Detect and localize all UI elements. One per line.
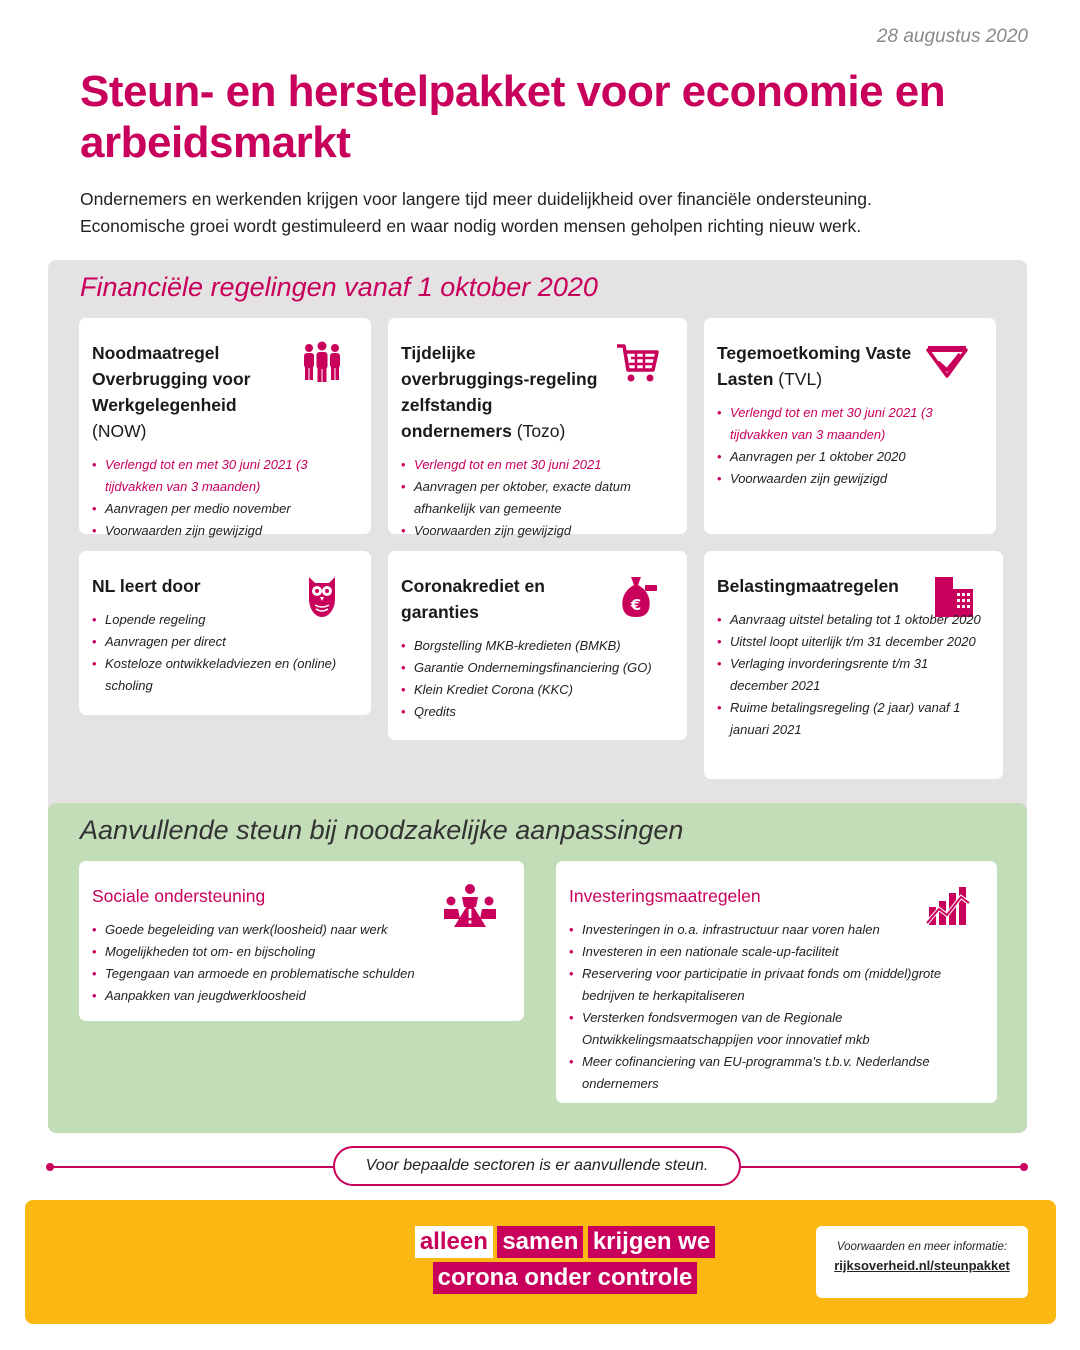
card-list <box>92 454 357 542</box>
info-label: Voorwaarden en meer informatie: <box>836 1241 1008 1253</box>
svg-text:€: € <box>630 596 642 614</box>
list-item: • Goede begeleiding van werk(loosheid) naar werk <box>92 919 510 941</box>
list-item: • Uitstel loopt uiterlijk t/m 31 december 2020 <box>717 631 989 653</box>
card-nl-leert-door <box>79 551 371 715</box>
card-list <box>92 609 357 697</box>
card-investeringsmaatregelen <box>556 861 997 1103</box>
list-item: • Investeren in een nationale scale-up-faciliteit <box>569 941 983 963</box>
people-group-icon <box>299 340 345 386</box>
slogan-row-2 <box>395 1262 735 1294</box>
intro-line-1: Ondernemers en werkenden krijgen voor langere tijd meer duidelijkheid over financiële ondersteuning. <box>80 189 872 209</box>
list-item: • Klein Krediet Corona (KKC) <box>401 679 673 701</box>
info-link[interactable]: rijksoverheid.nl/steunpakket <box>834 1258 1010 1273</box>
divider-dot-left <box>46 1163 54 1171</box>
card-title-text: Tegemoetkoming Vaste Lasten <box>717 343 912 389</box>
card-list <box>569 919 983 1095</box>
list-item: • Ruime betalingsregeling (2 jaar) vanaf 1 januari 2021 <box>717 697 989 741</box>
list-item: • Tegengaan van armoede en problematische schulden <box>92 963 510 985</box>
card-title: Investeringsmaatregelen <box>569 886 761 906</box>
slogan-word-samen: samen <box>497 1226 583 1258</box>
card-title: Belastingmaatregelen <box>717 576 899 596</box>
financial-heading: Financiële regelingen vanaf 1 oktober 2020 <box>80 272 598 302</box>
card-abbr: (TVL) <box>773 369 823 389</box>
additional-panel <box>48 803 1027 1133</box>
sector-note: Voor bepaalde sectoren is er aanvullende steun. <box>333 1146 741 1186</box>
slogan-word-krijgen: krijgen we <box>588 1226 715 1258</box>
card-title: Sociale ondersteuning <box>92 886 266 906</box>
card-now <box>79 318 371 538</box>
list-item: • Voorwaarden zijn gewijzigd <box>717 468 982 490</box>
card-tvl <box>704 318 996 534</box>
money-bag-euro-icon <box>615 573 661 619</box>
list-item: • Qredits <box>401 701 673 723</box>
card-title-text: Tijdelijke overbruggings-regeling zelfstandig ondernemers <box>401 343 598 441</box>
card-list <box>717 609 989 741</box>
list-item: • Versterken fondsvermogen van de Regionale Ontwikkelingsmaatschappijen voor innovatief mkb <box>569 1007 983 1051</box>
footer-banner <box>25 1200 1056 1324</box>
list-item: • Verlaging invorderingsrente t/m 31 december 2021 <box>717 653 989 697</box>
ticket-icon <box>924 340 970 386</box>
card-tozo <box>388 318 687 538</box>
card-title-text: Noodmaatregel Overbrugging voor Werkgelegenheid <box>92 343 251 415</box>
card-belastingmaatregelen <box>704 551 1003 779</box>
list-item: • Verlengd tot en met 30 juni 2021 <box>401 454 673 476</box>
list-item: • Aanvragen per 1 oktober 2020 <box>717 446 982 468</box>
list-item: • Garantie Ondernemingsfinanciering (GO) <box>401 657 673 679</box>
date-label: 28 augustus 2020 <box>876 26 1028 47</box>
list-item: • Investeringen in o.a. infrastructuur naar voren halen <box>569 919 983 941</box>
list-item: • Aanvragen per direct <box>92 631 357 653</box>
list-item: • Aanpakken van jeugdwerkloosheid <box>92 985 510 1007</box>
list-item: • Aanvraag uitstel betaling tot 1 oktober 2020 <box>717 609 989 631</box>
list-item: • Reservering voor participatie in privaat fonds om (middel)grote bedrijven te herkapitaliseren <box>569 963 983 1007</box>
additional-heading: Aanvullende steun bij noodzakelijke aanpassingen <box>80 815 684 845</box>
slogan-line-2: corona onder controle <box>433 1262 698 1294</box>
list-item: • Borgstelling MKB-kredieten (BMKB) <box>401 635 673 657</box>
card-list <box>92 919 510 1007</box>
card-title: Coronakrediet en garanties <box>401 576 545 622</box>
card-coronakrediet <box>388 551 687 740</box>
card-list <box>717 402 982 490</box>
list-item: • Lopende regeling <box>92 609 357 631</box>
list-item: • Verlengd tot en met 30 juni 2021 (3 tijdvakken van 3 maanden) <box>92 454 357 498</box>
card-sociale-ondersteuning <box>79 861 524 1021</box>
list-item: • Aanvragen per medio november <box>92 498 357 520</box>
card-abbr: (NOW) <box>92 421 147 441</box>
intro-line-2: Economische groei wordt gestimuleerd en waar nodig worden mensen geholpen richting nieuw werk. <box>80 216 862 236</box>
card-title: NL leert door <box>92 576 201 596</box>
list-item: • Verlengd tot en met 30 juni 2021 (3 tijdvakken van 3 maanden) <box>717 402 982 446</box>
intro-text <box>80 186 1010 240</box>
list-item: • Mogelijkheden tot om- en bijscholing <box>92 941 510 963</box>
slogan-row-1 <box>395 1226 735 1258</box>
list-item: • Aanvragen per oktober, exacte datum afhankelijk van gemeente <box>401 476 673 520</box>
page-title: Steun- en herstelpakket voor economie en arbeidsmarkt <box>80 67 946 167</box>
slogan-word-alleen: alleen <box>415 1226 493 1258</box>
card-list <box>401 454 673 542</box>
list-item: • Meer cofinanciering van EU-programma's t.b.v. Nederlandse ondernemers <box>569 1051 983 1095</box>
divider-dot-right <box>1020 1163 1028 1171</box>
card-abbr: (Tozo) <box>511 421 566 441</box>
list-item: • Voorwaarden zijn gewijzigd <box>401 520 673 542</box>
card-list <box>401 635 673 723</box>
list-item: • Kosteloze ontwikkeladviezen en (online) scholing <box>92 653 357 697</box>
slogan <box>395 1226 735 1298</box>
financial-panel <box>48 260 1027 820</box>
shopping-cart-icon <box>615 340 661 386</box>
info-box <box>816 1226 1028 1298</box>
list-item: • Voorwaarden zijn gewijzigd <box>92 520 357 542</box>
